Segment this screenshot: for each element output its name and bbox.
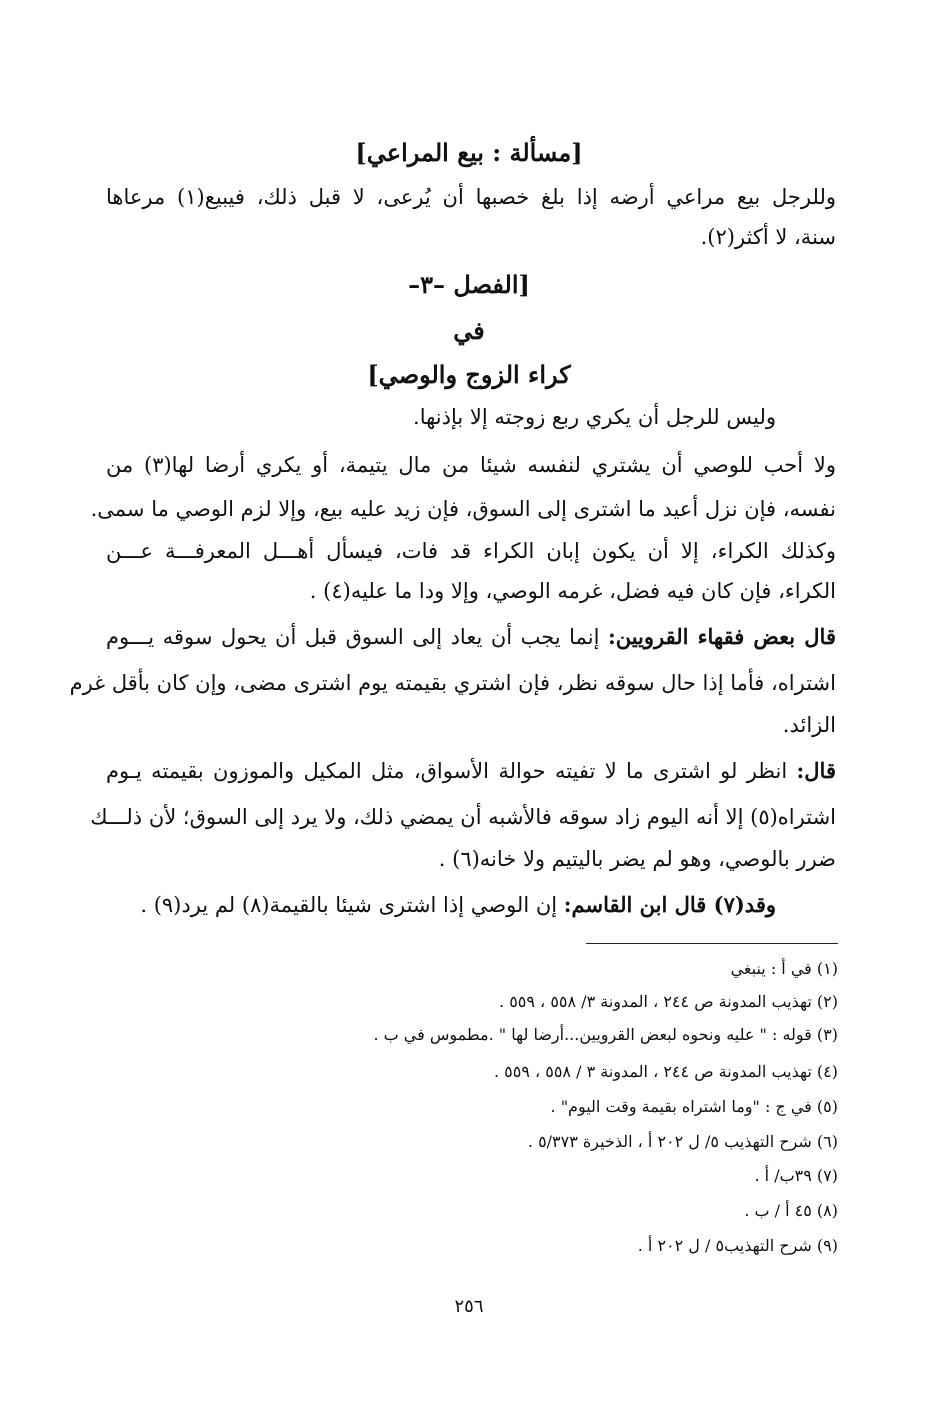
paragraph-line: وللرجل بيع مراعي أرضه إذا بلغ خصبها أن يُرعى، لا قبل ذلك، فيبيع(١) مرعاها	[106, 185, 836, 209]
paragraph-line	[140, 890, 776, 920]
paragraph-line: وكذلك الكراء، إلا أن يكون إبان الكراء قد فات، فيسأل أهـــل المعرفـــة عـــن	[106, 539, 836, 563]
paragraph-line: اشتراه، فأما إذا حال سوقه نظر، فإن اشتري بقيمته يوم اشترى مضى، وإن كان بأقل غرم	[69, 671, 836, 695]
footnote: (٨) ٤٥ أ / ب .	[744, 1201, 838, 1220]
paragraph-line: اشتراه(٥) إلا أنه اليوم زاد سوقه فالأشبه أن يمضي ذلك، ولا يرد إلى السوق؛ لأن ذلـــك	[90, 805, 836, 829]
footnote-separator	[586, 943, 838, 944]
speaker-label: قال:	[796, 758, 836, 783]
paragraph-line: وليس للرجل أن يكري ربع زوجته إلا بإذنها.	[413, 405, 776, 429]
paragraph-line: ولا أحب للوصي أن يشتري لنفسه شيئا من مال يتيمة، أو يكري أرضا لها(٣) من	[106, 453, 836, 477]
speaker-label: قال بعض فقهاء القرويين:	[607, 624, 836, 649]
paragraph-text: انظر لو اشترى ما لا تفيته حوالة الأسواق، مثل المكيل والموزون بقيمته يـوم	[106, 759, 797, 783]
footnote: (٥) في ج : "وما اشتراه بقيمة وقت اليوم" .	[550, 1097, 838, 1116]
paragraph-line: الكراء، فإن كان فيه فضل، غرمه الوصي، وإلا ودا ما عليه(٤) .	[309, 579, 836, 603]
footnote: (٩) شرح التهذيب٥ / ل ٢٠٢ أ .	[637, 1236, 838, 1255]
footnote: (٧) ٣٩ب/ أ .	[754, 1166, 838, 1185]
paragraph-line	[106, 756, 836, 786]
speaker-label: وقد(٧) قال ابن القاسم:	[563, 892, 776, 917]
paragraph-line: ضرر بالوصي، وهو لم يضر باليتيم ولا خانه(٦) .	[438, 847, 836, 871]
footnote: (٢) تهذيب المدونة ص ٢٤٤ ، المدونة ٣/ ٥٥٨ ، ٥٥٩ .	[499, 992, 838, 1011]
footnote: (٦) شرح التهذيب ٥/ ل ٢٠٢ أ ، الذخيرة ٥/٣٧٣ .	[527, 1132, 838, 1151]
paragraph-line: الزائد.	[782, 713, 836, 737]
paragraph-text: إن الوصي إذا اشترى شيئا بالقيمة(٨) لم يرد(٩) .	[140, 893, 564, 917]
footnote: (١) في أ : ينبغي	[730, 959, 838, 978]
paragraph-line: سنة، لا أكثر(٢).	[700, 225, 836, 249]
footnote: (٤) تهذيب المدونة ص ٢٤٤ ، المدونة ٣ / ٥٥٨ ، ٥٥٩ .	[493, 1062, 838, 1081]
paragraph-line: نفسه، فإن نزل أعيد ما اشترى إلى السوق، فإن زيد عليه بيع، وإلا لزم الوصي ما سمى.	[90, 497, 836, 521]
chapter-fi: في	[453, 316, 485, 345]
chapter-subtitle: كراء الزوج والوصي]	[367, 360, 571, 389]
footnote: (٣) قوله : " عليه ونحوه لبعض القرويين...أرضا لها " .مطموس في ب .	[373, 1025, 838, 1044]
paragraph-text: إنما يجب أن يعاد إلى السوق قبل أن يحول سوقه يـــوم	[106, 625, 608, 649]
paragraph-line	[106, 622, 836, 652]
chapter-title: [الفصل –٣–	[408, 270, 530, 299]
section-title: [مسألة : بيع المراعي]	[355, 138, 583, 167]
page-number: ٢٥٦	[454, 1296, 484, 1317]
